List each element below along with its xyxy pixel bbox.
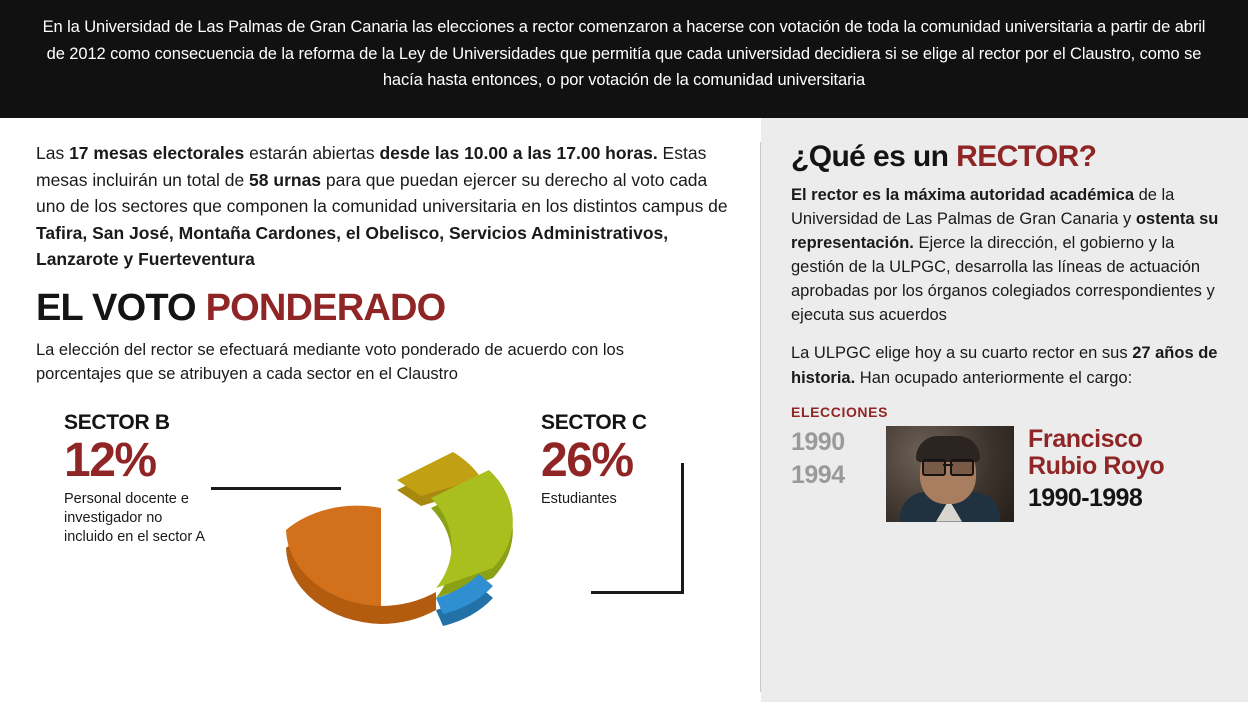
intro-bold-3: 58 urnas [249, 169, 322, 190]
right-p2-bold: 27 años de historia. [791, 344, 1218, 387]
right-p1-text-2: Ejerce la dirección, el gobierno y la gestión de la ULPGC, desarrolla las líneas de actuación aprobadas por los órganos colegiados correspondientes y ejecuta sus acuerdos [791, 234, 1215, 325]
intro-text-1: Las [36, 143, 70, 163]
rector-portrait [886, 426, 1014, 522]
pie-chart [231, 428, 591, 668]
sector-c-percent: 26% [541, 433, 633, 487]
sector-b-description: Personal docente e investigador no incluido en el sector A [64, 490, 206, 545]
rector-entry [791, 426, 1222, 522]
right-title-red: RECTOR? [956, 140, 1097, 173]
intro-paragraph [36, 140, 730, 273]
intro-text-4: para que puedan ejercer su derecho al voto cada uno de los sectores que componen la comunidad universitaria en los distintos campus de [36, 169, 728, 217]
headline-red: PONDERADO [205, 286, 446, 329]
rector-name-line-1: Francisco [1028, 424, 1143, 453]
right-p1-bold-1: El rector es la máxima autoridad académica [791, 186, 1134, 204]
headline-subcopy: La elección del rector se efectuará mediante voto ponderado de acuerdo con los porcentajes que se atribuyen a cada sector en el Claustro [36, 340, 624, 383]
headline-dark: EL VOTO [36, 286, 196, 329]
pie-slice-sector-a [286, 505, 436, 623]
right-title-dark: ¿Qué es un [791, 140, 949, 173]
page-body [0, 118, 1248, 702]
right-paragraph-2 [791, 341, 1222, 389]
rector-name-line-2: Rubio Royo [1028, 451, 1165, 480]
sector-c-title: SECTOR C [541, 410, 647, 434]
rector-term-years: 1990-1998 [1028, 483, 1143, 512]
right-paragraph-1 [791, 183, 1222, 327]
right-title [791, 140, 1222, 173]
leader-line-c [681, 463, 684, 593]
intro-bold-1: 17 mesas electorales [69, 143, 245, 163]
sector-b-title: SECTOR B [64, 410, 170, 434]
intro-bold-4: Tafira, San José, Montaña Cardones, el Obelisco, Servicios Administrativos, Lanzarote y Fuerteventura [36, 222, 669, 270]
banner-text: En la Universidad de Las Palmas de Gran Canaria las elecciones a rector comenzaron a hacerse con votación de toda la comunidad universitaria a partir de abril de 2012 como consecuencia de la reforma de la Ley de Universidades que permitía que cada universidad decidiera si se elige al rector por el Claustro, como se hacía hasta entonces, o por votación de la comunidad universitaria [42, 18, 1206, 90]
pie-chart-zone [36, 403, 730, 653]
intro-text-2: estarán abiertas [244, 143, 380, 163]
right-p1-text-1: de la Universidad de Las Palmas de Gran Canaria y [791, 186, 1175, 229]
intro-text-3: Estas mesas incluirán un total de [36, 143, 707, 190]
election-year-2: 1994 [791, 460, 845, 489]
right-column [761, 118, 1248, 702]
sector-c-description: Estudiantes [541, 490, 617, 507]
election-years [791, 426, 886, 492]
right-p1-bold-2: ostenta su representación. [791, 210, 1219, 253]
right-p2-text-1: La ULPGC elige hoy a su cuarto rector en sus [791, 344, 1133, 363]
rector-name-block [1028, 426, 1222, 513]
pie-chart-svg [231, 428, 591, 668]
sector-b-percent: 12% [64, 433, 156, 487]
sector-b-callout [64, 411, 214, 547]
right-p2-text-2: Han ocupado anteriormente el cargo: [855, 368, 1133, 387]
glasses-icon [922, 459, 974, 472]
election-year-1: 1990 [791, 427, 845, 456]
top-banner [0, 0, 1248, 118]
left-column [0, 118, 760, 702]
page-title [36, 286, 730, 329]
elections-label: ELECCIONES [791, 403, 889, 420]
leader-line-c-horizontal [591, 591, 684, 594]
intro-bold-2: desde las 10.00 a las 17.00 horas. [379, 143, 658, 163]
